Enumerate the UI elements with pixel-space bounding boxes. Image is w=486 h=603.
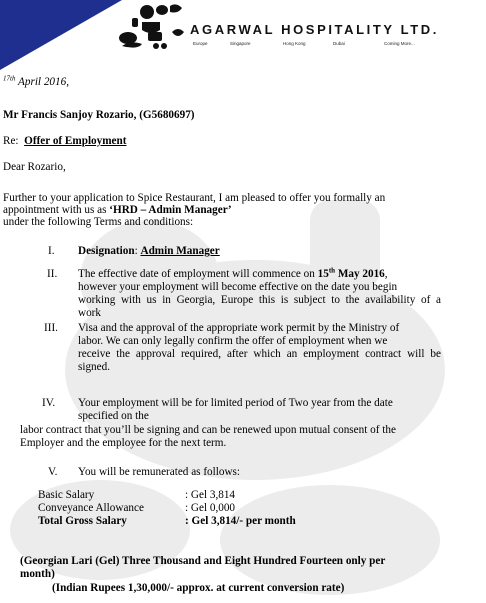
subject-line (3, 135, 126, 147)
amount-words-line-2: month) (20, 568, 55, 580)
term-ii-line-1: The effective date of employment will commence on 15th May 2016, (78, 266, 388, 280)
date-suffix: th (10, 74, 16, 83)
date-day: 17 (3, 74, 10, 83)
salary-label-total: Total Gross Salary (38, 515, 127, 527)
salary-label-conveyance: Conveyance Allowance (38, 502, 144, 514)
term-iv-line-4: Employer and the employee for the next term. (20, 437, 227, 449)
term-iii-line-3: receive the approval required, after which an employment contract will be (78, 348, 441, 360)
subject-title: Offer of Employment (24, 135, 127, 147)
term-ii-line-3: working with us in Georgia, Europe this is subject to the availability of a (78, 294, 441, 306)
term-v-text: You will be remunerated as follows: (78, 466, 240, 478)
position-title: ‘HRD – Admin Manager’ (109, 204, 232, 216)
term-iv-line-3: labor contract that you’ll be signing and can be renewed upon mutual consent of the (20, 424, 396, 436)
term-num-iii: III. (44, 322, 58, 334)
salary-value-conveyance: : Gel 0,000 (185, 502, 236, 514)
salary-value-total: : Gel 3,814/- per month (185, 515, 296, 527)
subject-prefix: Re: (3, 135, 19, 147)
letter-date (3, 76, 69, 88)
intro-line-1: Further to your application to Spice Restaurant, I am pleased to offer you formally an (3, 192, 386, 204)
amount-inr-line: (Indian Rupees 1,30,000/- approx. at current conversion rate) (52, 582, 345, 594)
company-name: AGARWAL HOSPITALITY LTD. (190, 22, 439, 37)
amount-words-line-1: (Georgian Lari (Gel) Three Thousand and Eight Hundred Fourteen only per (20, 555, 386, 567)
term-iii-line-1: Visa and the approval of the appropriate work permit by the Ministry of (78, 322, 400, 334)
salutation: Dear Rozario, (3, 161, 66, 173)
date-rest: April 2016, (15, 76, 70, 88)
term-iii-line-2: labor. We can only legally confirm the offer of employment when we (78, 335, 388, 347)
location-europe: Europe (193, 41, 208, 46)
term-ii-line-2: however your employment will become effective on the date you begin (78, 281, 398, 293)
term-num-i: I. (48, 245, 55, 257)
location-singapore: Singapore (230, 41, 251, 46)
intro-line-3: under the following Terms and conditions: (3, 216, 194, 228)
logo-illustration (112, 2, 192, 54)
term-num-iv: IV. (42, 397, 56, 409)
term-iv-line-1: Your employment will be for limited period of Two year from the date (78, 397, 393, 409)
term-iv-line-2: specified on the (78, 410, 149, 422)
term-num-ii: II. (47, 268, 58, 280)
term-designation: Designation: Admin Manager (78, 245, 220, 257)
designation-value: Admin Manager (140, 245, 220, 257)
term-ii-line-4: work (78, 307, 101, 319)
recipient-name: Mr Francis Sanjoy Rozario, (G5680697) (3, 109, 195, 121)
salary-value-basic: : Gel 3,814 (185, 489, 236, 501)
location-hong-kong: Hong Kong (283, 41, 306, 46)
intro-line-2: appointment with us as ‘HRD – Admin Manager’ (3, 204, 232, 216)
location-coming-more: Coming More... (384, 41, 415, 46)
salary-label-basic: Basic Salary (38, 489, 95, 501)
term-iii-line-4: signed. (78, 361, 111, 373)
location-dubai: Dubai (333, 41, 345, 46)
corner-triangle (0, 0, 122, 70)
term-num-v: V. (48, 466, 58, 478)
